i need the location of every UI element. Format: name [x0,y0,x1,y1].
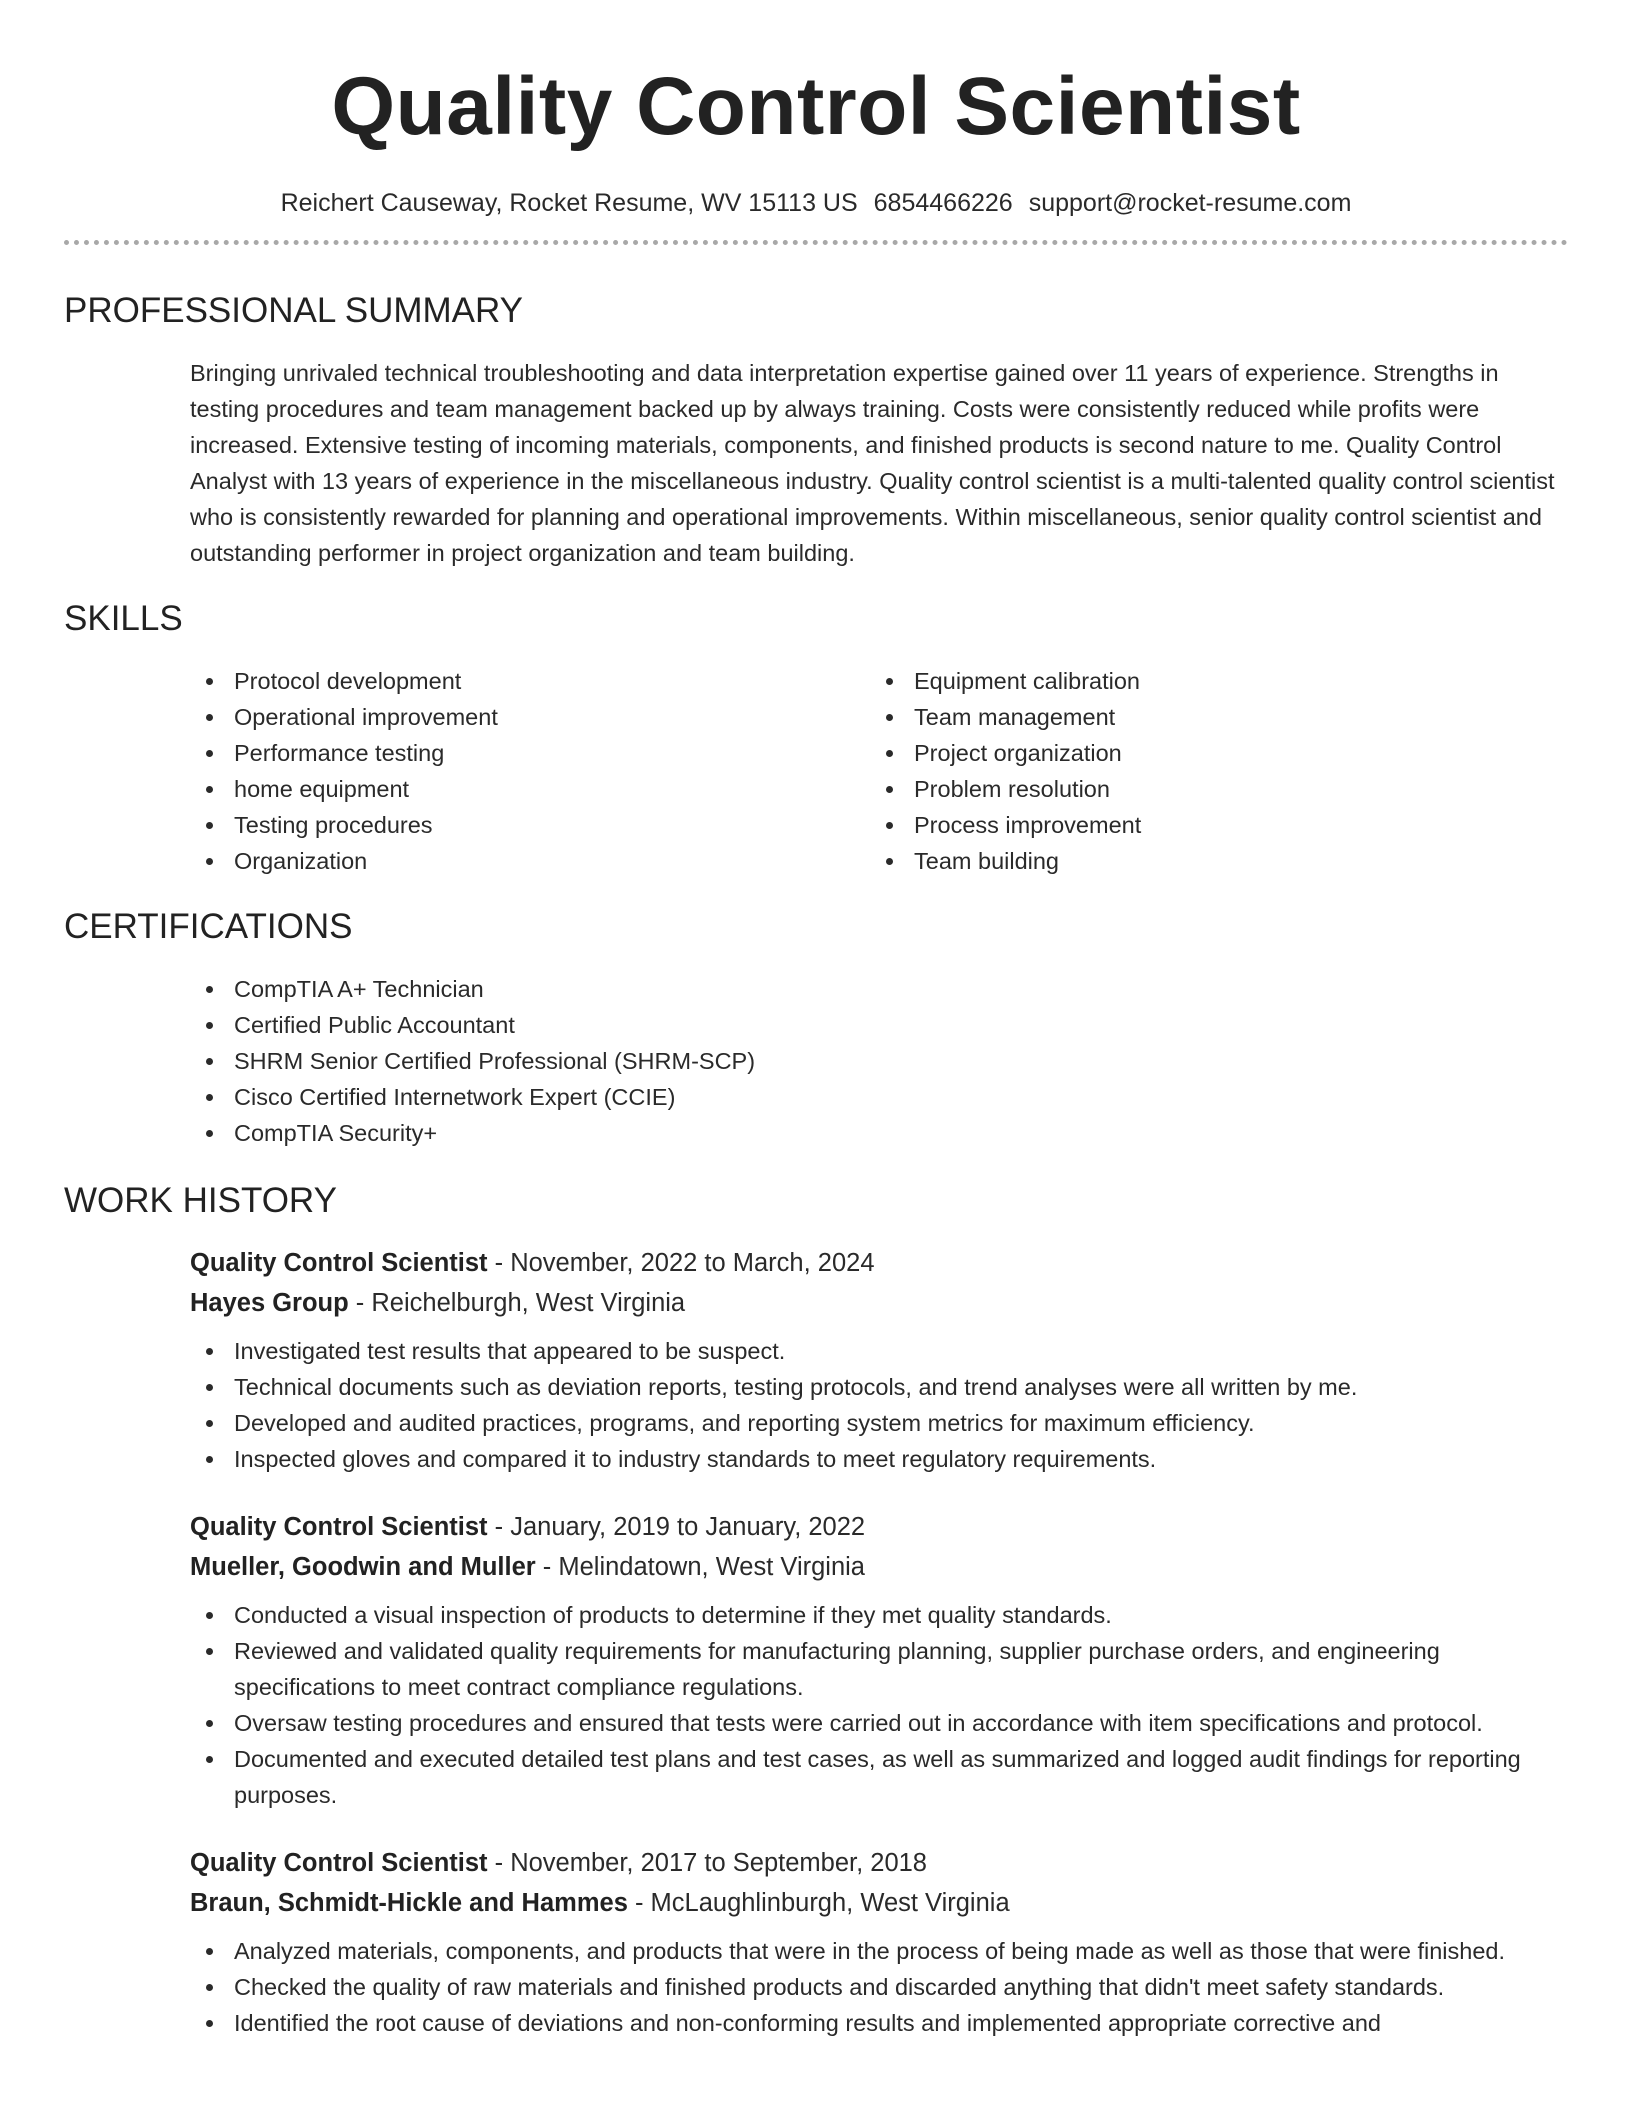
job-company-line [190,1547,1568,1587]
job-bullet: Analyzed materials, components, and products that were in the process of being made as well as those that were finished. [190,1933,1568,1969]
resume-name: Quality Control Scientist [331,61,1301,152]
job-bullet: Reviewed and validated quality requirements for manufacturing planning, supplier purchase orders, and engineering specifications to meet contract compliance regulations. [190,1633,1568,1705]
job-entry [190,1507,1568,1813]
job-title-line [190,1243,1568,1283]
skill-item: Operational improvement [190,699,870,735]
job-bullet: Identified the root cause of deviations and non-conforming results and implemented appropriate corrective and [190,2005,1568,2041]
job-bullets [190,1333,1568,1477]
job-bullets [190,1933,1568,2041]
job-title-line [190,1843,1568,1883]
skill-item: home equipment [190,771,870,807]
job-company: Mueller, Goodwin and Muller [190,1553,536,1581]
skills-heading: SKILLS [64,599,183,638]
skill-item: Project organization [870,735,1550,771]
job-bullet: Developed and audited practices, programs, and reporting system metrics for maximum efficiency. [190,1405,1568,1441]
skills-grid [190,663,1568,879]
skill-item: Process improvement [870,807,1550,843]
job-role: Quality Control Scientist [190,1513,488,1541]
certification-item: CompTIA A+ Technician [190,971,1568,1007]
job-bullets [190,1597,1568,1813]
job-company-line [190,1283,1568,1323]
skill-item: Team building [870,843,1550,879]
job-role: Quality Control Scientist [190,1249,488,1277]
contact-phone: 6854466226 [873,189,1013,217]
job-entry [190,1243,1568,1477]
job-company: Braun, Schmidt-Hickle and Hammes [190,1889,628,1917]
job-bullet: Investigated test results that appeared to be suspect. [190,1333,1568,1369]
job-bullet: Inspected gloves and compared it to industry standards to meet regulatory requirements. [190,1441,1568,1477]
skill-item: Equipment calibration [870,663,1550,699]
skill-item: Problem resolution [870,771,1550,807]
certification-item: Cisco Certified Internetwork Expert (CCIE) [190,1079,1568,1115]
certification-item: SHRM Senior Certified Professional (SHRM-SCP) [190,1043,1568,1079]
skills-list-left [190,663,870,879]
skill-item: Performance testing [190,735,870,771]
job-bullet: Documented and executed detailed test plans and test cases, as well as summarized and logged audit findings for reporting purposes. [190,1741,1568,1813]
skills-list-right [870,663,1550,879]
resume-page [64,0,1568,2041]
work-history-heading: WORK HISTORY [64,1181,337,1220]
job-bullet: Oversaw testing procedures and ensured that tests were carried out in accordance with item specifications and protocol. [190,1705,1568,1741]
job-role: Quality Control Scientist [190,1849,488,1877]
job-company: Hayes Group [190,1289,349,1317]
header-divider [64,240,1568,245]
contact-address: Reichert Causeway, Rocket Resume, WV 15113 US [280,189,858,217]
skill-item: Organization [190,843,870,879]
job-dates: - November, 2022 to March, 2024 [487,1249,875,1277]
job-location: - McLaughlinburgh, West Virginia [627,1889,1010,1917]
contact-email: support@rocket-resume.com [1028,189,1352,217]
job-entry [190,1843,1568,2041]
certification-item: Certified Public Accountant [190,1007,1568,1043]
job-title-line [190,1507,1568,1547]
job-company-line [190,1883,1568,1923]
skill-item: Team management [870,699,1550,735]
job-dates: - November, 2017 to September, 2018 [487,1849,927,1877]
job-location: - Melindatown, West Virginia [535,1553,865,1581]
job-bullet: Conducted a visual inspection of products to determine if they met quality standards. [190,1597,1568,1633]
skill-item: Protocol development [190,663,870,699]
job-location: - Reichelburgh, West Virginia [348,1289,686,1317]
job-bullet: Checked the quality of raw materials and finished products and discarded anything that didn't meet safety standards. [190,1969,1568,2005]
summary-text: Bringing unrivaled technical troubleshooting and data interpretation expertise gained over 11 years of experience. Strengths in testing procedures and team management backed up by always training. Costs were consistently reduced while profits were increased. Extensive testing of incoming materials, components, and finished products is second nature to me. Quality Control Analyst with 13 years of experience in the miscellaneous industry. Quality control scientist is a multi-talented quality control scientist who is consistently rewarded for planning and operational improvements. Within miscellaneous, senior quality control scientist and outstanding performer in project organization and team building. [190,360,1555,566]
certifications-heading: CERTIFICATIONS [64,907,353,946]
job-bullet: Technical documents such as deviation reports, testing protocols, and trend analyses were all written by me. [190,1369,1568,1405]
certification-item: CompTIA Security+ [190,1115,1568,1151]
job-dates: - January, 2019 to January, 2022 [487,1513,866,1541]
certifications-list [190,971,1568,1151]
skill-item: Testing procedures [190,807,870,843]
contact-line [64,186,1568,220]
summary-heading: PROFESSIONAL SUMMARY [64,291,523,330]
